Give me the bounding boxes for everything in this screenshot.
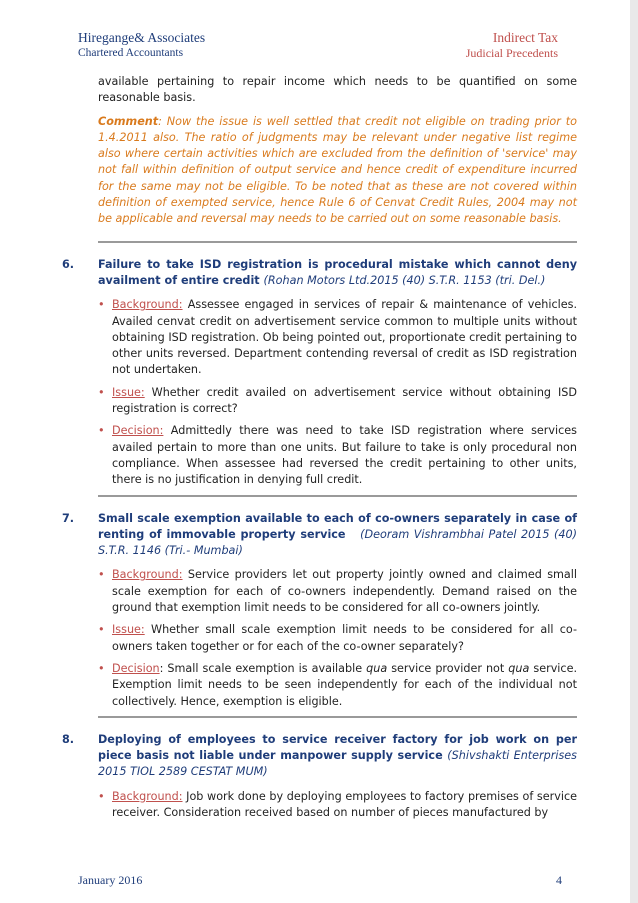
bullet-icon: •: [98, 789, 105, 803]
bullet-icon: •: [98, 661, 105, 675]
section-divider: [98, 241, 577, 243]
topic-title: Indirect Tax: [492, 30, 558, 45]
document-body: [62, 74, 577, 827]
section-number: 6.: [62, 257, 75, 271]
list-item-background: [98, 789, 577, 822]
list-item-decision: [98, 423, 577, 488]
comment-paragraph: [62, 114, 577, 228]
footer-date: January 2016: [78, 873, 143, 887]
section-title-text: Failure to take ISD registration is procedural mistake which cannot deny availment of entire credit: [98, 257, 577, 287]
section-title: [98, 732, 577, 781]
page-header: [78, 30, 558, 64]
bullet-icon: •: [98, 298, 105, 312]
section-title: [98, 511, 577, 560]
bullet-icon: •: [98, 568, 105, 582]
section-title-text: Deploying of employees to service receiver factory for job work on per piece basis not liable under manpower supply service: [98, 732, 577, 763]
background-text: Service providers let out property jointly owned and claimed small scale exemption for each of co-owners independently. Demand raised on the ground that exemption limit needs to be considered for all co-owners jointly.: [112, 568, 577, 615]
section-number: 8.: [62, 732, 75, 746]
case-section-6: [62, 257, 577, 290]
bullet-icon: •: [98, 385, 105, 399]
scrollbar[interactable]: [630, 0, 638, 903]
bullet-icon: •: [98, 424, 105, 438]
issue-label: Issue:: [112, 385, 145, 399]
decision-text-b: service provider not: [387, 661, 509, 675]
list-item-background: [98, 567, 577, 616]
topic-subtitle: Judicial Precedents: [465, 46, 558, 60]
decision-text-c: service. Exemption limit needs to be seen independently for each of the individual not collectively. Hence, exemption is eligible.: [112, 661, 578, 708]
section-number: 7.: [62, 511, 75, 525]
decision-qua: qua: [366, 661, 388, 675]
case-citation: (Rohan Motors Ltd.2015 (40) S.T.R. 1153 (tri. Del.): [263, 273, 546, 287]
firm-subtitle: Chartered Accountants: [78, 47, 184, 59]
case-points-6: [98, 297, 577, 488]
background-text: Job work done by deploying employees to factory premises of service receiver. Consideration received based on number of pieces manufactured by: [112, 789, 577, 819]
comment-text: : Now the issue is well settled that credit not eligible on trading prior to 1.4.2011 also. The ratio of judgments may be relevant under negative list regime also where certain activities which are excluded from the definition of 'service' may not fall within definition of output service and hence credit of expenditure incurred for the same may not be eligible. To be noted that as these are not covered within definition of exempted service, hence Rule 6 of Cenvat Credit Rules, 2004 may not be applicable and reversal may needs to be carried out on some reasonable basis.: [98, 114, 577, 226]
list-item-issue: [98, 622, 577, 655]
decision-label: Decision: [112, 661, 160, 675]
decision-text-a: : Small scale exemption is available: [159, 661, 367, 675]
case-citation: (Shivshakti Enterprises 2015 TIOL 2589 CESTAT MUM): [98, 749, 578, 779]
section-title-text: Small scale exemption available to each of co-owners separately in case of renting of immovable property service: [98, 511, 577, 541]
bullet-icon: •: [98, 623, 105, 637]
firm-name: Hiregange& Associates: [78, 30, 206, 45]
decision-text: Admittedly there was need to take ISD registration where services availed pertain to more than one units. But failure to take is only procedural non compliance. When assessee had reversed the credit pertaining to other units, there is no justification in denying full credit.: [112, 424, 577, 487]
list-item-background: [98, 297, 577, 378]
background-label: Background:: [112, 298, 183, 312]
issue-text: Whether credit availed on advertisement service without obtaining ISD registration is correct?: [112, 385, 577, 416]
section-divider: [98, 495, 577, 497]
decision-qua: qua: [508, 661, 530, 675]
intro-paragraph: available pertaining to repair income which needs to be quantified on some reasonable basis.: [98, 75, 577, 105]
issue-text: Whether small scale exemption limit needs to be considered for all co-owners taken together or for each of the co-owner separately?: [112, 623, 577, 653]
case-points-8: [98, 789, 577, 822]
case-section-7: [62, 511, 577, 560]
comment-label: Comment: [98, 114, 159, 128]
page-footer: [78, 873, 562, 888]
case-points-7: [98, 567, 577, 709]
section-divider: [98, 716, 577, 718]
page-number: 4: [556, 873, 562, 887]
list-item-decision: [98, 661, 577, 710]
issue-label: Issue:: [112, 623, 145, 637]
decision-label: Decision:: [112, 424, 164, 438]
list-item-issue: [98, 385, 577, 418]
case-section-8: [62, 732, 577, 781]
background-text: Assessee engaged in services of repair & maintenance of vehicles. Availed cenvat credit on advertisement service common to multiple units without obtaining ISD registration. Ob being pointed out, proportionate credit pertaining to other units reversed. Department contending reversal of credit as ISD registration not undertaken.: [112, 298, 577, 377]
case-citation: (Deoram Vishrambhai Patel 2015 (40) S.T.R. 1146 (Tri.- Mumbai): [98, 527, 578, 558]
section-title: [98, 257, 577, 290]
background-label: Background:: [112, 789, 183, 803]
background-label: Background:: [112, 568, 183, 582]
